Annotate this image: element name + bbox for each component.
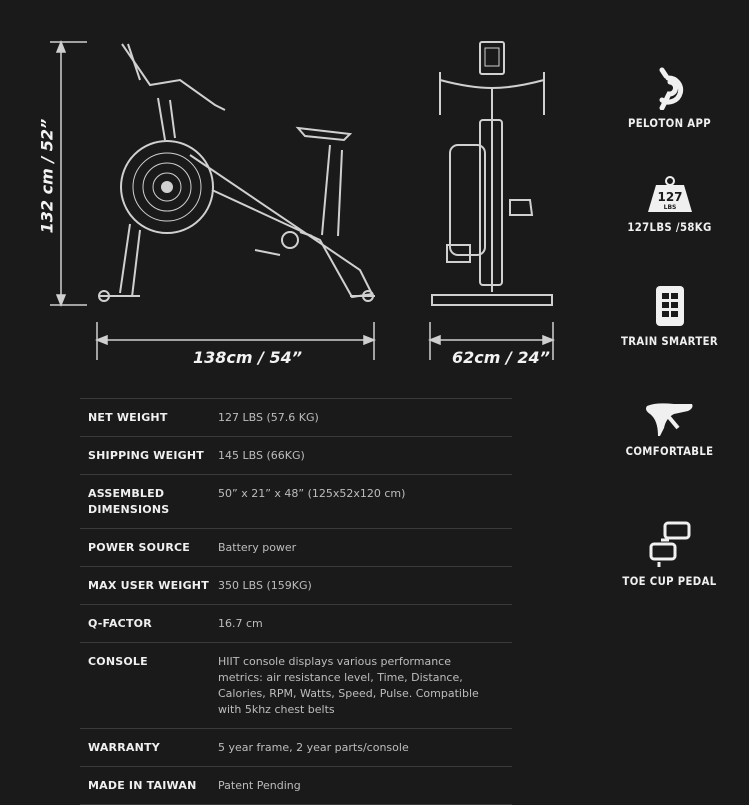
spec-key: MADE IN TAIWAN	[88, 779, 197, 792]
saddle-icon	[644, 398, 696, 438]
spec-key: ASSEMBLED DIMENSIONS	[88, 487, 170, 516]
spec-row	[80, 399, 512, 437]
spec-key: Q-FACTOR	[88, 617, 152, 630]
feature-label: TOE CUP PEDAL	[622, 574, 717, 588]
bike-dimension-diagram	[0, 0, 600, 390]
specifications-table-body	[80, 399, 512, 805]
feature-console	[590, 284, 749, 348]
bike-line-drawing	[0, 0, 600, 390]
spec-key: WARRANTY	[88, 741, 160, 754]
peloton-icon	[650, 66, 690, 110]
feature-weight	[590, 176, 749, 234]
spec-value: 16.7 cm	[218, 617, 263, 630]
feature-saddle	[590, 398, 749, 458]
spec-key: SHIPPING WEIGHT	[88, 449, 204, 462]
feature-label: PELOTON APP	[627, 116, 712, 130]
spec-row	[80, 767, 512, 805]
spec-value: 50” x 21” x 48” (125x52x120 cm)	[218, 487, 406, 500]
feature-pedal	[590, 520, 749, 588]
feature-label: COMFORTABLE	[625, 444, 714, 458]
weight-icon	[646, 176, 694, 214]
height-dimension-label: 132 cm / 52”	[37, 118, 57, 234]
spec-row	[80, 475, 512, 529]
spec-value: Patent Pending	[218, 779, 301, 792]
feature-peloton-app	[590, 66, 749, 130]
spec-value: 350 LBS (159KG)	[218, 579, 312, 592]
feature-label: 127LBS /58KG	[627, 220, 712, 234]
spec-key: CONSOLE	[88, 655, 148, 668]
spec-value: HIIT console displays various performance metrics: air resistance level, Time, Distance, Calories, RPM, Watts, Speed, Pulse. Compatible with 5khz chest belts	[218, 655, 479, 716]
spec-value: 5 year frame, 2 year parts/console	[218, 741, 409, 754]
spec-value: Battery power	[218, 541, 297, 554]
width-dimension-label: 62cm / 24”	[452, 348, 550, 367]
length-dimension-label: 138cm / 54”	[193, 348, 303, 367]
spec-key: NET WEIGHT	[88, 411, 168, 424]
console-icon	[654, 284, 686, 328]
spec-row	[80, 529, 512, 567]
spec-row	[80, 643, 512, 729]
specifications-table	[80, 398, 512, 805]
spec-key: MAX USER WEIGHT	[88, 579, 209, 592]
weight-icon-number: 127	[656, 190, 683, 204]
spec-row	[80, 437, 512, 475]
feature-label: TRAIN SMARTER	[620, 334, 718, 348]
bike-front-view	[432, 42, 552, 305]
weight-icon-unit: LBS	[663, 204, 676, 211]
spec-row	[80, 729, 512, 767]
spec-value: 127 LBS (57.6 KG)	[218, 411, 319, 424]
spec-row	[80, 605, 512, 643]
spec-key: POWER SOURCE	[88, 541, 191, 554]
spec-row	[80, 567, 512, 605]
bike-side-view	[99, 44, 375, 301]
pedal-icon	[647, 520, 693, 568]
spec-value: 145 LBS (66KG)	[218, 449, 305, 462]
